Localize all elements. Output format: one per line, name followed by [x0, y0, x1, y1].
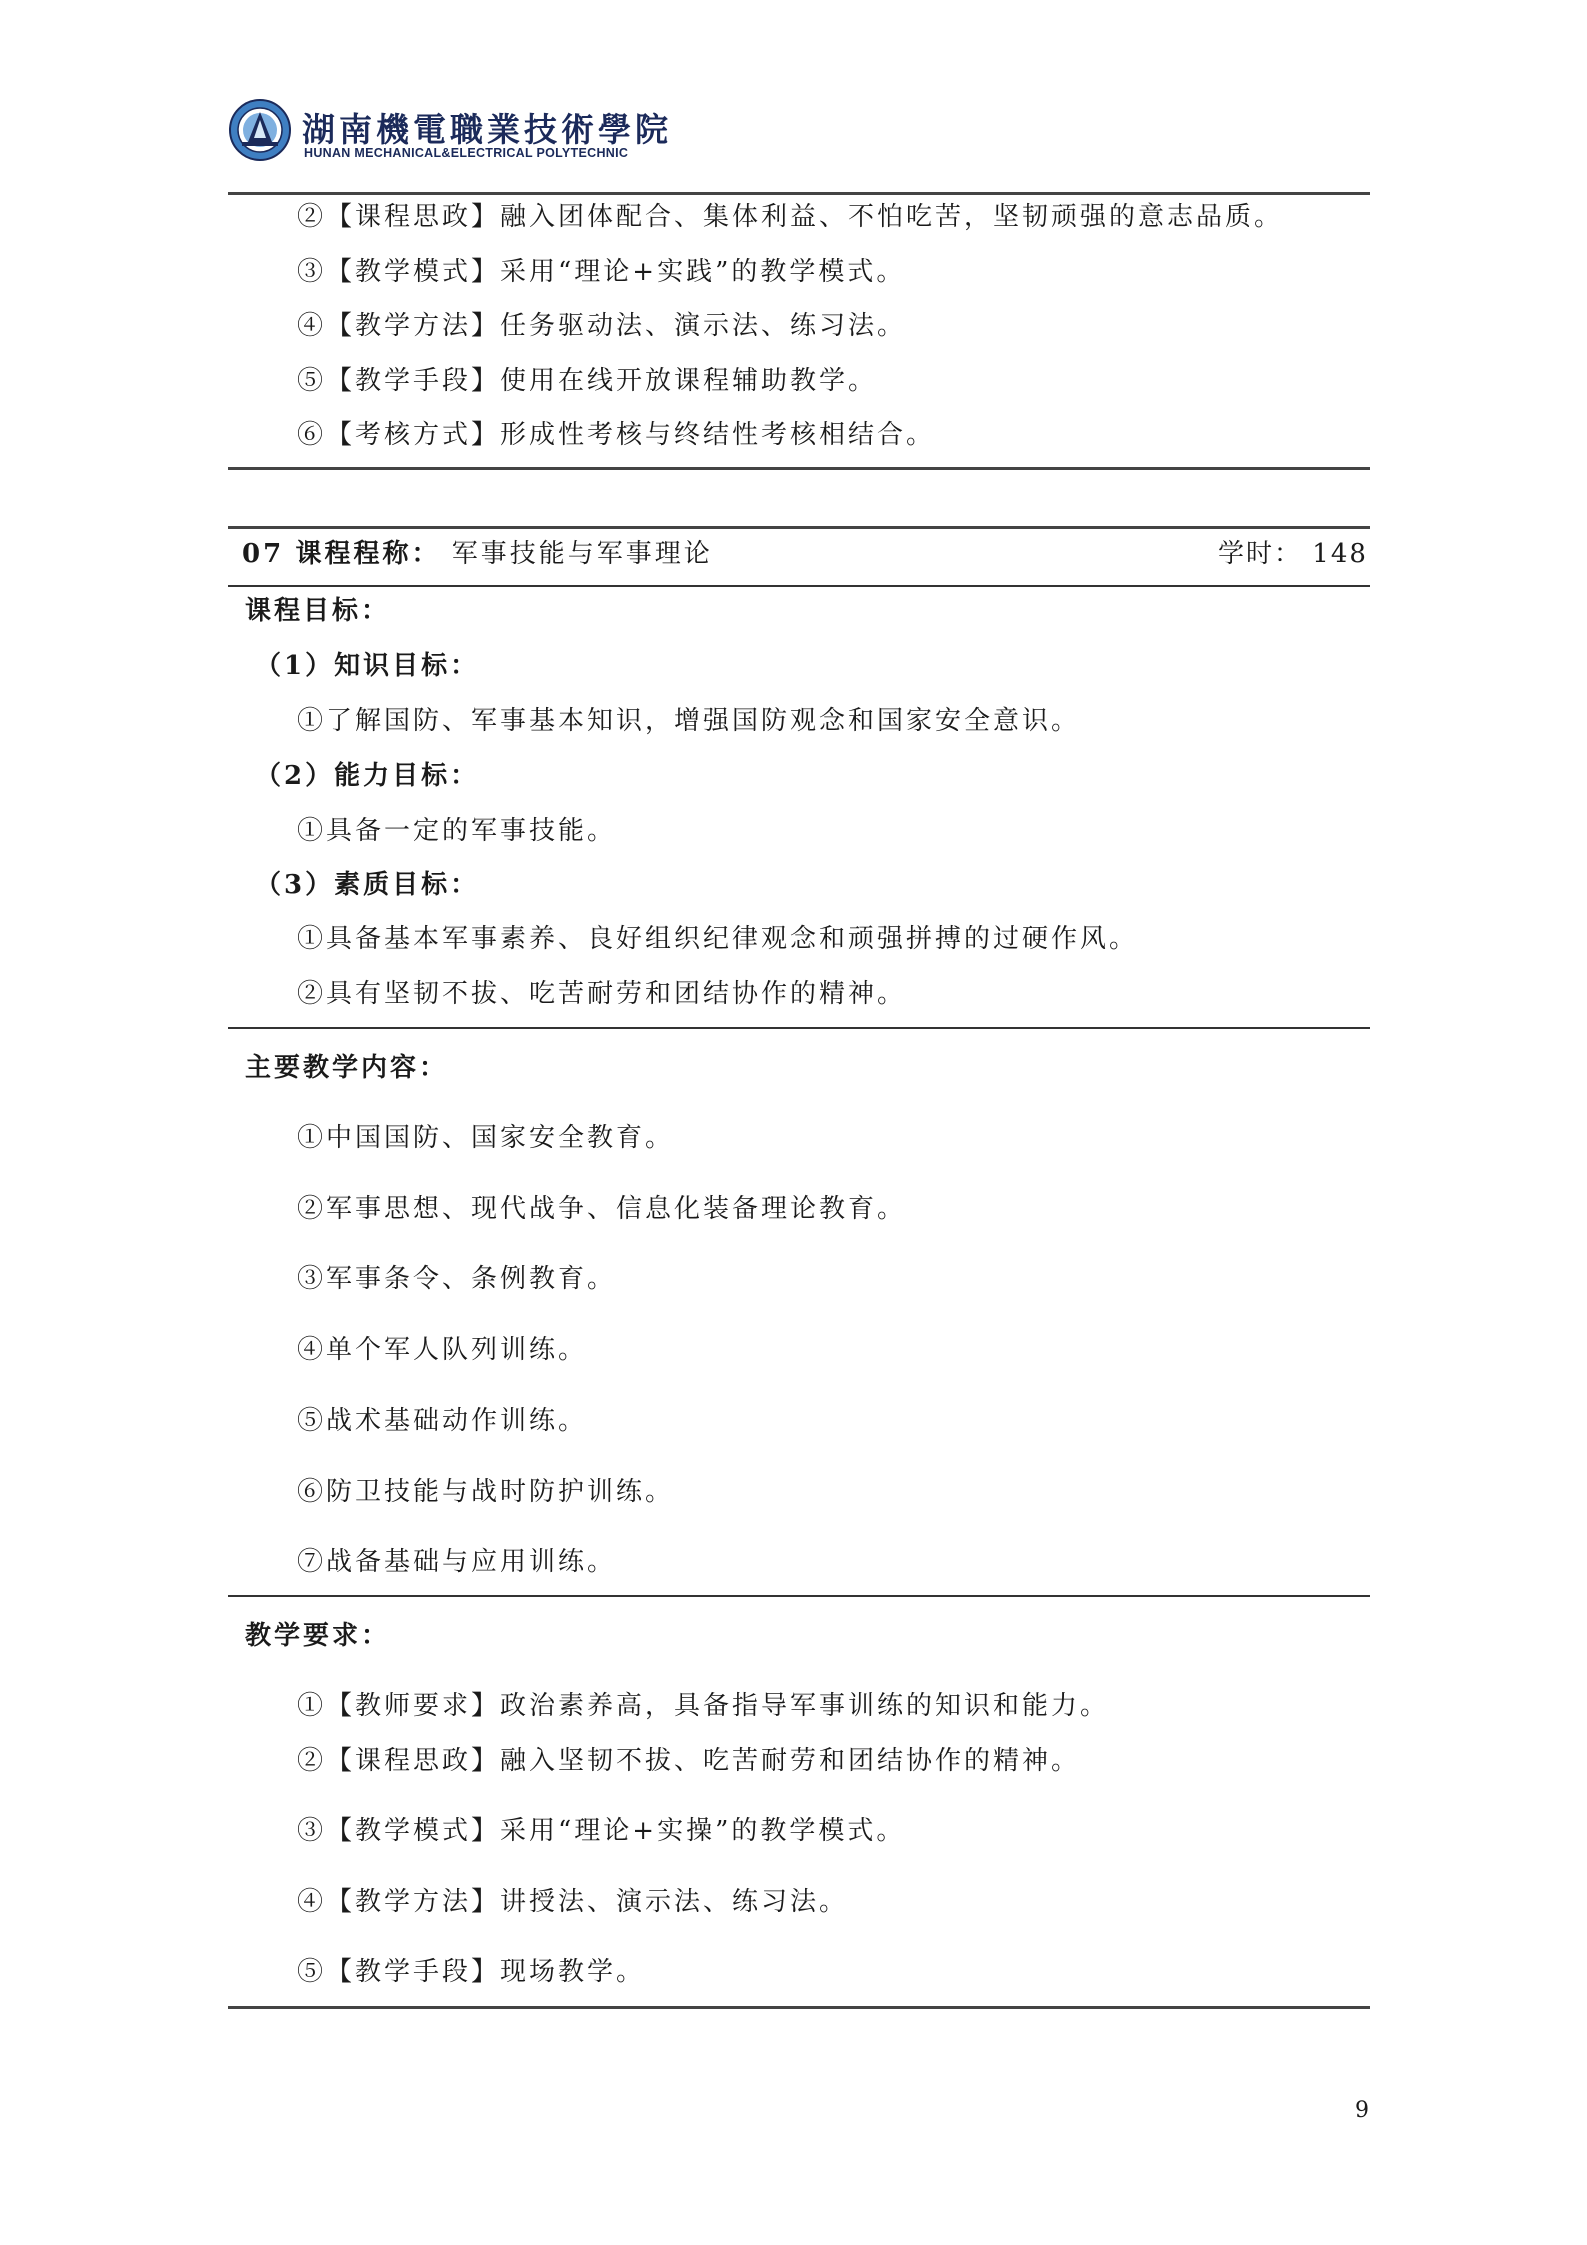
requirement-item: ④【教学方法】讲授法、演示法、练习法。 — [297, 1887, 849, 1917]
quality-item: ①具备基本军事素养、良好组织纪律观念和顽强拼搏的过硬作风。 — [297, 924, 1139, 954]
table-top-rule — [228, 526, 1370, 529]
requirement-item: ②【课程思政】融入坚韧不拔、吃苦耐劳和团结协作的精神。 — [297, 1746, 1081, 1776]
knowledge-item: ①了解国防、军事基本知识，增强国防观念和国家安全意识。 — [297, 706, 1081, 736]
content-item: ②军事思想、现代战争、信息化装备理论教育。 — [297, 1194, 907, 1224]
content-item: ⑥防卫技能与战时防护训练。 — [297, 1477, 675, 1507]
prev-requirement-item: ②【课程思政】融入团体配合、集体利益、不怕吃苦，坚韧顽强的意志品质。 — [297, 202, 1284, 232]
content-heading: 主要教学内容： — [245, 1053, 449, 1083]
row-divider — [228, 1595, 1370, 1597]
content-item: ④单个军人队列训练。 — [297, 1335, 588, 1365]
course-number: 07 — [242, 539, 285, 569]
content-item: ⑦战备基础与应用训练。 — [297, 1547, 617, 1577]
requirement-item: ⑤【教学手段】现场教学。 — [297, 1957, 646, 1987]
course-hours-label: 学时： — [1218, 539, 1303, 569]
requirements-heading: 教学要求： — [245, 1621, 391, 1651]
row-divider — [228, 1027, 1370, 1029]
prev-requirement-item: ③【教学模式】采用“理论+实践”的教学模式。 — [297, 257, 906, 287]
school-name-cn: 湖南機電職業技術學院 — [302, 110, 672, 149]
requirement-item: ③【教学模式】采用“理论+实操”的教学模式。 — [297, 1816, 906, 1846]
requirement-item: ①【教师要求】政治素养高，具备指导军事训练的知识和能力。 — [297, 1691, 1110, 1721]
row-divider — [228, 585, 1370, 587]
knowledge-heading: （1）知识目标： — [255, 651, 480, 681]
course-hours — [1218, 533, 1368, 570]
goals-heading: 课程目标： — [245, 596, 391, 626]
school-name-en: HUNAN MECHANICAL&ELECTRICAL POLYTECHNIC — [304, 146, 629, 160]
school-emblem-icon — [228, 98, 292, 162]
prev-requirement-item: ⑥【考核方式】形成性考核与终结性考核相结合。 — [297, 420, 936, 450]
course-title-row — [242, 533, 713, 570]
quality-heading: （3）素质目标： — [255, 870, 480, 900]
course-name-label: 课程程称： — [295, 539, 441, 569]
ability-item: ①具备一定的军事技能。 — [297, 816, 617, 846]
quality-item: ②具有坚韧不拔、吃苦耐劳和团结协作的精神。 — [297, 979, 907, 1009]
prev-requirement-item: ④【教学方法】任务驱动法、演示法、练习法。 — [297, 311, 907, 341]
content-item: ⑤战术基础动作训练。 — [297, 1406, 588, 1436]
table-bottom-rule — [228, 2006, 1370, 2009]
content-item: ③军事条令、条例教育。 — [297, 1264, 617, 1294]
course-hours-value: 148 — [1312, 539, 1368, 569]
ability-heading: （2）能力目标： — [255, 761, 480, 791]
prev-requirement-item: ⑤【教学手段】使用在线开放课程辅助教学。 — [297, 366, 878, 396]
content-item: ①中国国防、国家安全教育。 — [297, 1123, 675, 1153]
header-divider — [228, 192, 1370, 195]
course-name: 军事技能与军事理论 — [451, 539, 713, 569]
section-divider — [228, 467, 1370, 470]
page-number: 9 — [1355, 2098, 1369, 2123]
